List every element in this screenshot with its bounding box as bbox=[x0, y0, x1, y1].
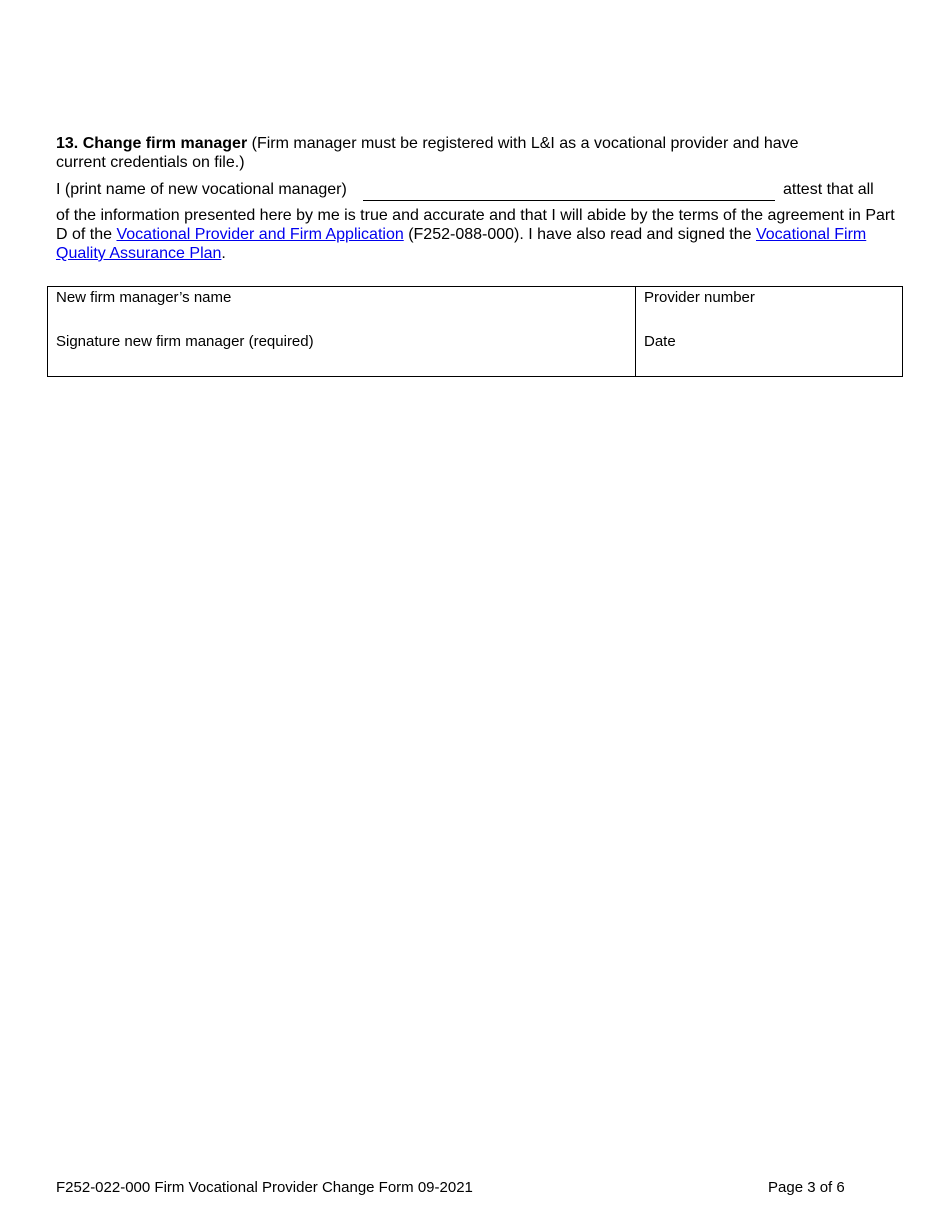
attestation-row bbox=[56, 180, 896, 206]
section-note: (Firm manager must be registered with L&I as a vocational provider and have bbox=[247, 135, 799, 152]
footer-form-id: F252-022-000 Firm Vocational Provider Change Form 09-2021 bbox=[56, 1179, 473, 1196]
manager-signature-label: Signature new firm manager (required) bbox=[56, 333, 314, 350]
attestation-paragraph bbox=[56, 206, 896, 263]
paragraph-text-2: (F252-088-000). I have also read and signed the bbox=[403, 226, 756, 243]
paragraph-text-1: of the information presented here by me is true and accurate and that I will abide by the terms of the agreement in Part D of the bbox=[56, 207, 895, 243]
section-change-firm-manager bbox=[56, 134, 896, 263]
date-label: Date bbox=[644, 333, 676, 350]
section-note-continued: current credentials on file.) bbox=[56, 154, 245, 171]
section-heading bbox=[56, 134, 896, 153]
attestation-suffix: attest that all bbox=[783, 181, 874, 198]
provider-cell[interactable] bbox=[636, 287, 903, 377]
footer-page-number: Page 3 of 6 bbox=[768, 1179, 845, 1196]
paragraph-text-3: . bbox=[221, 245, 226, 262]
provider-number-label: Provider number bbox=[644, 289, 755, 306]
section-title: 13. Change firm manager bbox=[56, 135, 248, 152]
attestation-prefix: I (print name of new vocational manager) bbox=[56, 181, 347, 198]
signature-table bbox=[47, 286, 903, 377]
quality-assurance-plan-link[interactable]: Vocational Firm Quality Assurance Plan bbox=[56, 226, 867, 262]
manager-name-label: New firm manager’s name bbox=[56, 289, 232, 306]
provider-firm-application-link[interactable]: Vocational Provider and Firm Application bbox=[116, 226, 404, 243]
manager-cell[interactable] bbox=[48, 287, 636, 377]
manager-name-field[interactable] bbox=[363, 180, 775, 201]
